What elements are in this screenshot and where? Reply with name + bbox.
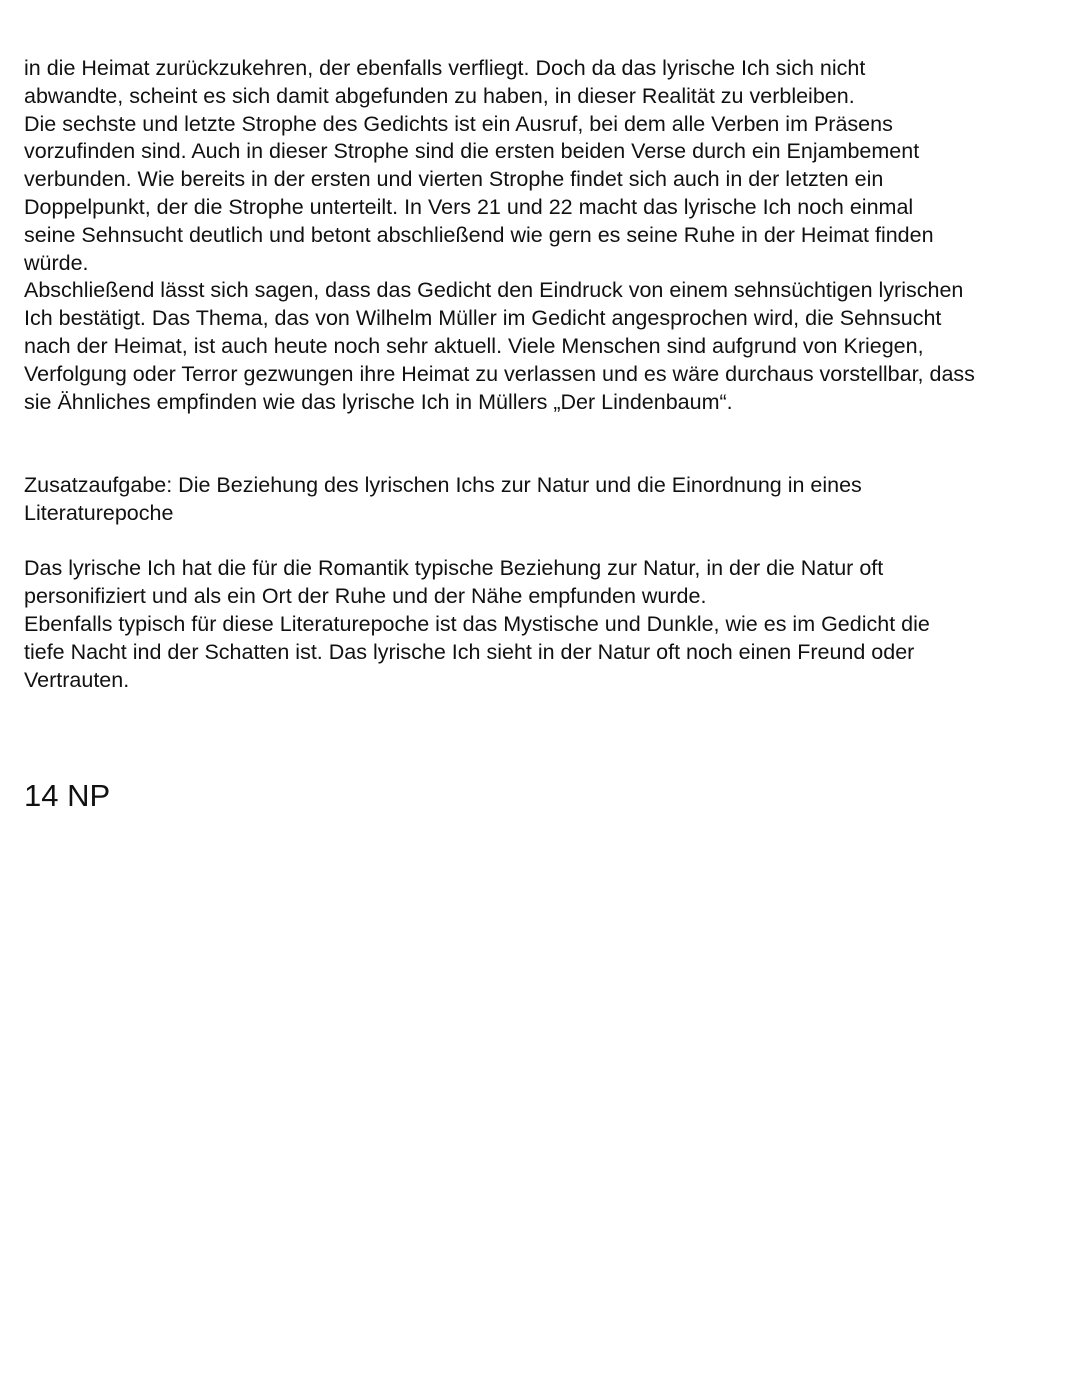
text-line: Ebenfalls typisch für diese Literaturepoche ist das Mystische und Dunkle, wie es im Gedicht die (24, 611, 930, 636)
heading-line: Literaturepoche (24, 500, 174, 525)
text-line: Abschließend lässt sich sagen, dass das Gedicht den Eindruck von einem sehnsüchtigen lyrischen (24, 278, 964, 303)
text-line: Verfolgung oder Terror gezwungen ihre Heimat zu verlassen und es wäre durchaus vorstellbar, dass (24, 361, 975, 386)
extra-task-heading (24, 472, 1064, 528)
essay-conclusion (24, 55, 1064, 416)
text-line: vorzufinden sind. Auch in dieser Strophe sind die ersten beiden Verse durch ein Enjambement (24, 139, 920, 164)
text-line: Das lyrische Ich hat die für die Romantik typische Beziehung zur Natur, in der die Natur oft (24, 556, 884, 581)
text-line: verbunden. Wie bereits in der ersten und vierten Strophe findet sich auch in der letzten ein (24, 167, 884, 192)
text-line: Doppelpunkt, der die Strophe unterteilt. In Vers 21 und 22 macht das lyrische Ich noch einmal (24, 194, 914, 219)
spacer (24, 528, 1064, 556)
heading-line: Zusatzaufgabe: Die Beziehung des lyrischen Ichs zur Natur und die Einordnung in eines (24, 472, 862, 497)
text-line: abwandte, scheint es sich damit abgefunden zu haben, in dieser Realität zu verbleiben. (24, 83, 855, 108)
text-line: würde. (24, 250, 89, 275)
text-line: tiefe Nacht ind der Schatten ist. Das lyrische Ich sieht in der Natur oft noch einen Freund oder (24, 639, 915, 664)
document-page (24, 55, 1064, 814)
text-line: Die sechste und letzte Strophe des Gedichts ist ein Ausruf, bei dem alle Verben im Präsens (24, 111, 893, 136)
text-line: Vertrauten. (24, 667, 130, 692)
spacer (24, 416, 1064, 472)
extra-task-answer (24, 555, 1064, 694)
text-line: sie Ähnliches empfinden wie das lyrische Ich in Müllers „Der Lindenbaum“. (24, 389, 733, 414)
text-line: nach der Heimat, ist auch heute noch sehr aktuell. Viele Menschen sind aufgrund von Kriegen, (24, 333, 924, 358)
text-line: personifiziert und als ein Ort der Ruhe und der Nähe empfunden wurde. (24, 584, 707, 609)
text-line: seine Sehnsucht deutlich und betont abschließend wie gern es seine Ruhe in der Heimat finden (24, 222, 934, 247)
grade-label: 14 NP (24, 778, 111, 814)
spacer (24, 694, 1064, 778)
text-line: in die Heimat zurückzukehren, der ebenfalls verfliegt. Doch da das lyrische Ich sich nicht (24, 56, 866, 80)
text-line: Ich bestätigt. Das Thema, das von Wilhelm Müller im Gedicht angesprochen wird, die Sehnsucht (24, 306, 942, 331)
